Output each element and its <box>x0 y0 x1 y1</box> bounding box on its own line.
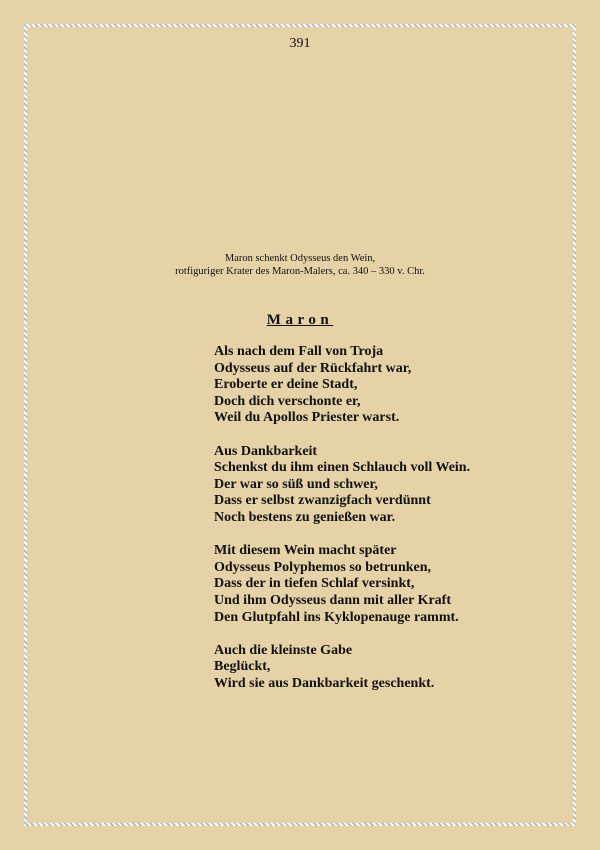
poem-line: Mit diesem Wein macht später <box>214 543 397 559</box>
stanza <box>214 444 574 527</box>
page-number: 391 <box>289 36 311 51</box>
image-caption <box>0 252 600 278</box>
poem-line: Dass der in tiefen Schlaf versinkt, <box>214 576 415 592</box>
caption-line: Maron schenkt Odysseus den Wein, <box>224 253 376 264</box>
poem-line: Beglückt, <box>214 659 271 675</box>
poem-line: Wird sie aus Dankbarkeit geschenkt. <box>214 675 435 691</box>
poem-line: Aus Dankbarkeit <box>214 443 318 459</box>
poem-line: Schenkst du ihm einen Schlauch voll Wein. <box>214 460 471 476</box>
poem-line: Den Glutpfahl ins Kyklopenauge rammt. <box>214 609 459 625</box>
poem-line: Noch bestens zu genießen war. <box>214 509 396 525</box>
poem-body <box>214 344 574 709</box>
stanza <box>214 643 574 693</box>
stanza <box>214 543 574 626</box>
poem-line: Eroberte er deine Stadt, <box>214 377 358 393</box>
poem-title: Maron <box>266 312 334 328</box>
poem-line: Weil du Apollos Priester warst. <box>214 410 400 426</box>
stanza <box>214 344 574 427</box>
caption-line: rotfiguriger Krater des Maron-Malers, ca. 340 – 330 v. Chr. <box>175 266 425 277</box>
poem-line: Als nach dem Fall von Troja <box>214 344 384 359</box>
poem-line: Odysseus auf der Rückfahrt war, <box>214 360 412 376</box>
poem-line: Odysseus Polyphemos so betrunken, <box>214 559 432 575</box>
poem-line: Doch dich verschonte er, <box>214 393 361 409</box>
poem-line: Und ihm Odysseus dann mit aller Kraft <box>214 592 451 608</box>
poem-line: Dass er selbst zwanzigfach verdünnt <box>214 493 431 509</box>
poem-line: Auch die kleinste Gabe <box>214 642 353 658</box>
poem-line: Der war so süß und schwer, <box>214 476 378 492</box>
